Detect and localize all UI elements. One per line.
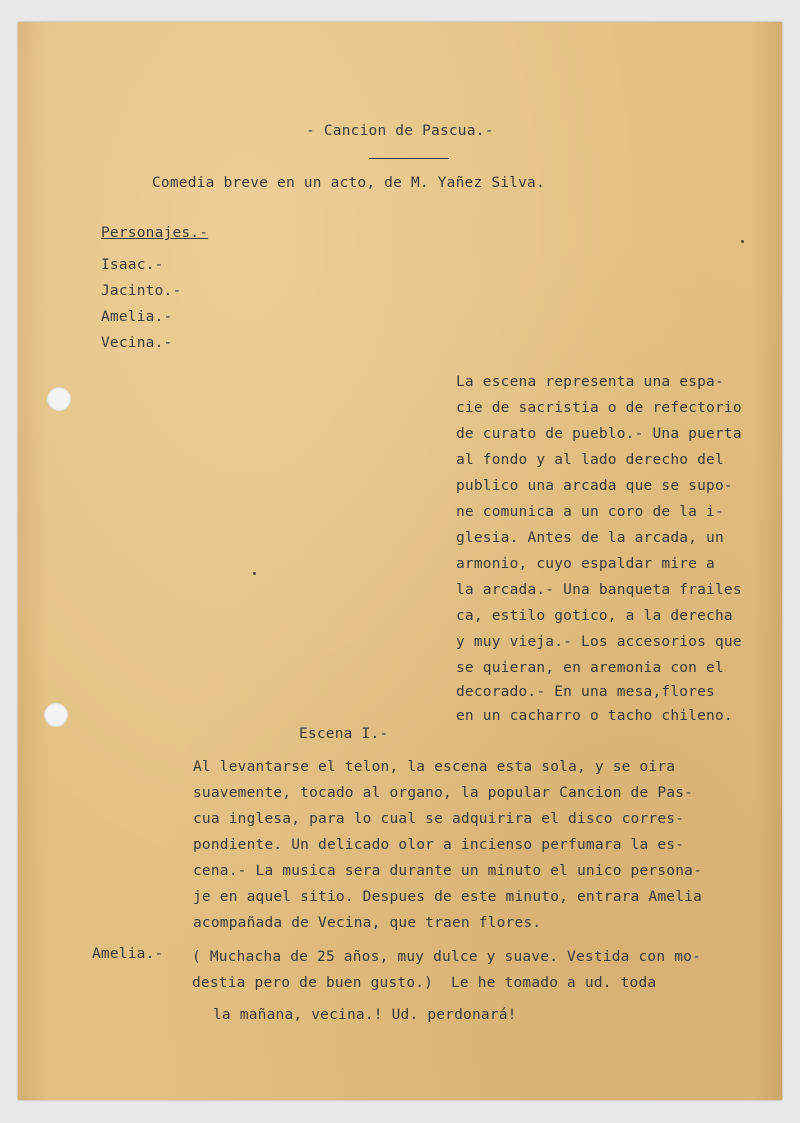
dialogue-line: destia pero de buen gusto.) Le he tomado a ud. toda	[192, 975, 657, 991]
setting-line: en un cacharro o tacho chileno.	[456, 708, 733, 724]
title-underline	[369, 158, 449, 159]
setting-line: glesia. Antes de la arcada, un	[456, 530, 724, 546]
scene-heading: Escena I.-	[299, 726, 389, 742]
play-subtitle: Comedia breve en un acto, de M. Yañez Silva.	[152, 175, 545, 191]
dialogue-line: la mañana, vecina.! Ud. perdonará!	[213, 1007, 517, 1023]
ink-speck	[741, 240, 744, 243]
stage-direction-line: pondiente. Un delicado olor a incienso perfumara la es-	[193, 837, 685, 853]
cast-item: Amelia.-	[101, 309, 173, 325]
stage-direction-line: acompañada de Vecina, que traen flores.	[193, 915, 542, 931]
setting-line: y muy vieja.- Los accesorios que	[456, 634, 742, 650]
speaker-name: Amelia.-	[92, 946, 164, 962]
setting-line: se quieran, en aremonia con el	[456, 660, 724, 676]
stage-direction-line: cua inglesa, para lo cual se adquirira el disco corres-	[193, 811, 685, 827]
setting-line: de curato de pueblo.- Una puerta	[456, 426, 742, 442]
stage-direction-line: cena.- La musica sera durante un minuto el unico persona-	[193, 863, 702, 879]
setting-line: La escena representa una espa-	[456, 374, 724, 390]
setting-line: al fondo y al lado derecho del	[456, 452, 724, 468]
punch-hole-bottom	[44, 703, 68, 727]
stage-direction-line: suavemente, tocado al organo, la popular Cancion de Pas-	[193, 785, 694, 801]
cast-heading: Personajes.-	[101, 225, 209, 241]
dialogue-line: ( Muchacha de 25 años, muy dulce y suave. Vestida con mo-	[192, 949, 701, 965]
setting-line: la arcada.- Una banqueta frailes	[456, 582, 742, 598]
setting-line: armonio, cuyo espaldar mire a	[456, 556, 715, 572]
cast-item: Vecina.-	[101, 335, 173, 351]
cast-item: Isaac.-	[101, 257, 164, 273]
setting-line: decorado.- En una mesa,flores	[456, 684, 715, 700]
punch-hole-top	[47, 387, 71, 411]
stage-direction-line: je en aquel sitio. Despues de este minuto, entrara Amelia	[193, 889, 702, 905]
setting-line: ca, estilo gotico, a la derecha	[456, 608, 733, 624]
setting-line: publico una arcada que se supo-	[456, 478, 733, 494]
stage-direction-line: Al levantarse el telon, la escena esta sola, y se oira	[193, 759, 676, 775]
cast-item: Jacinto.-	[101, 283, 182, 299]
play-title: - Cancion de Pascua.-	[306, 123, 494, 139]
setting-line: ne comunica a un coro de la i-	[456, 504, 724, 520]
setting-line: cie de sacristia o de refectorio	[456, 400, 742, 416]
ink-speck	[253, 572, 256, 575]
